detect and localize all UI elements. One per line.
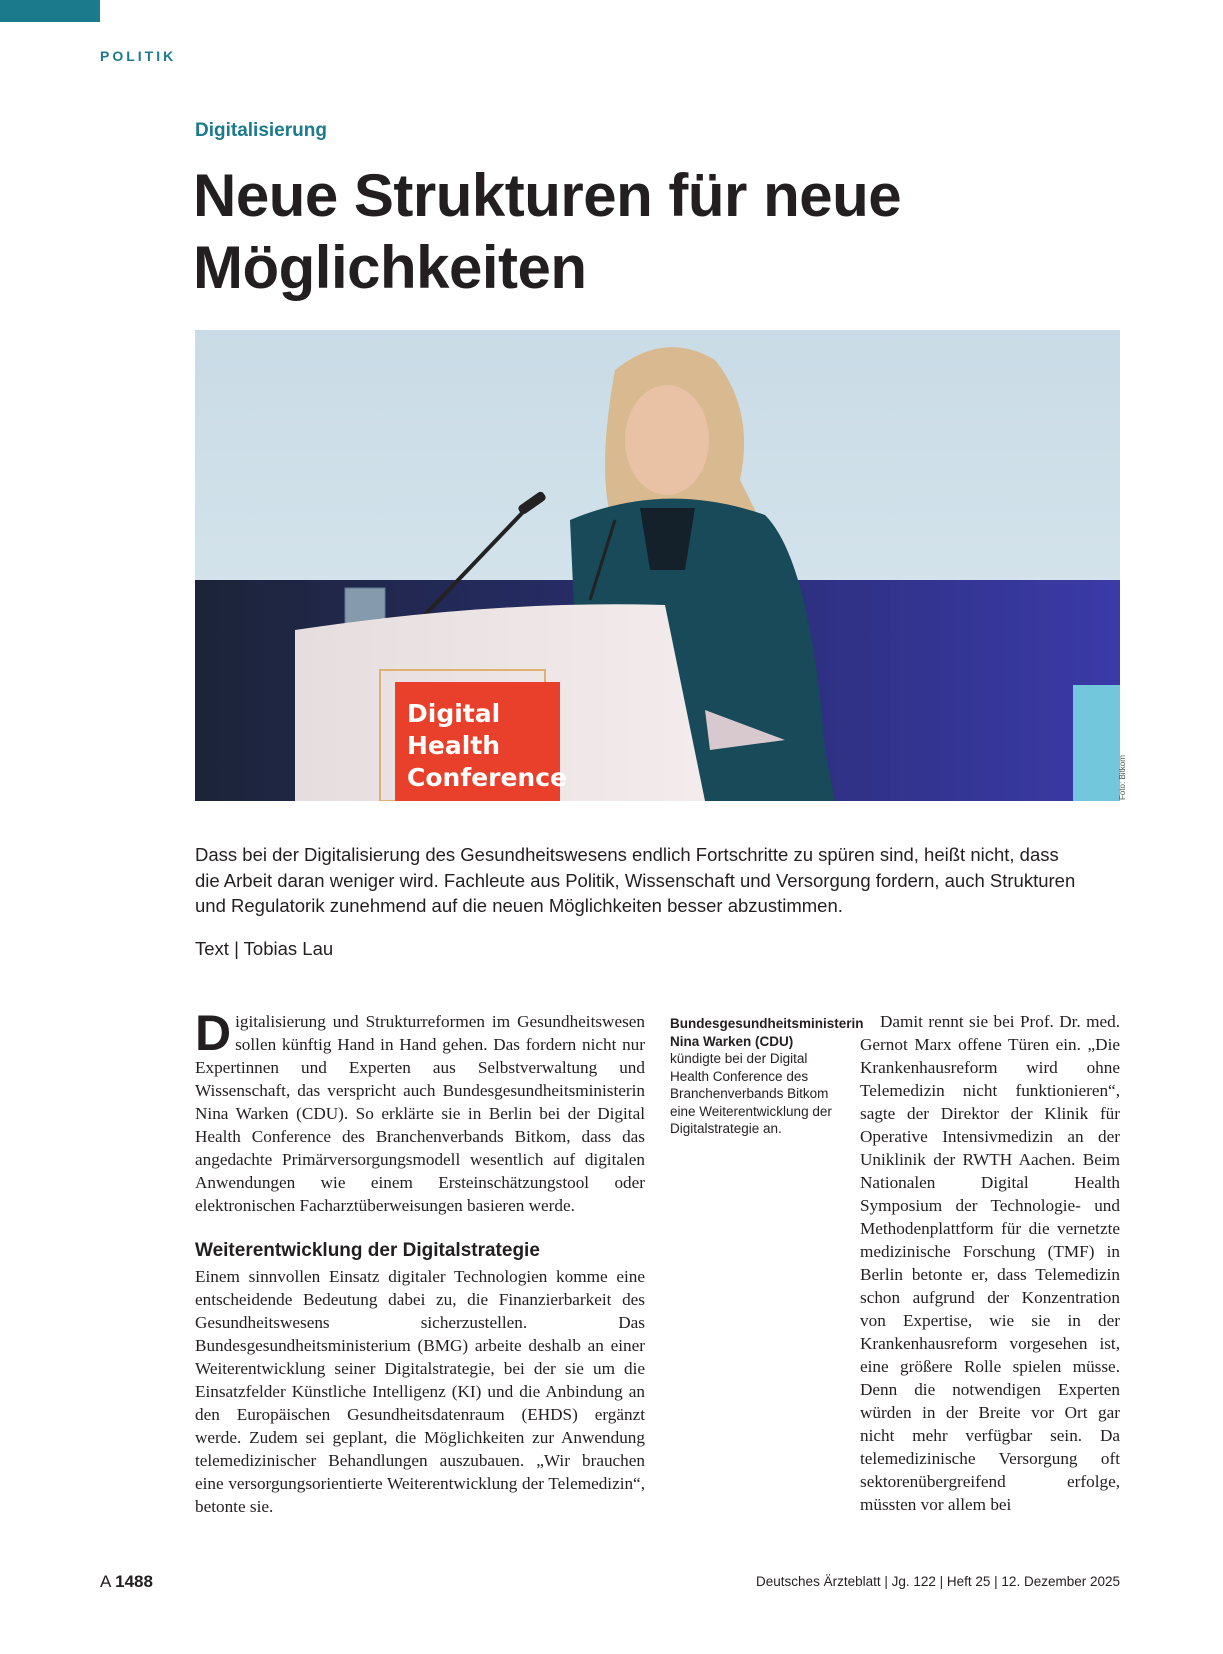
svg-text:Health: Health <box>407 731 501 760</box>
page-number <box>100 1572 153 1592</box>
article-photo <box>195 330 1120 801</box>
drop-cap: D <box>195 1005 232 1061</box>
body-paragraph-3: Damit rennt sie bei Prof. Dr. med. Gernot Marx offene Türen ein. „Die Krankenhausreform wird ohne Telemedizin nicht funktionieren“, sagte der Direktor der Klinik für Operative Intensivmedizin an der Uniklinik der RWTH Aachen. Beim Nationalen Digital Health Symposium der Technologie- und Methodenplattform für die vernetzte medizinische Forschung (TMF) in Berlin betonte er, dass Telemedizin schon aufgrund der Konzentration von Expertise, wie sie in der Krankenhausreform vorgesehen ist, eine größere Rolle spielen müsse. Denn die notwendigen Experten würden in der Breite vor Ort gar nicht mehr verfügbar sein. Da telemedizinische Versorgung oft sektorenübergreifend erfolge, müssten vor allem bei <box>860 1012 1120 1514</box>
section-color-tab <box>0 0 100 22</box>
paragraph-1-text: igitalisierung und Strukturreformen im Gesundheitswesen sollen künftig Hand in Hand gehen. Das fordern nicht nur Expertinnen und Experten aus Selbstverwaltung und Wissenschaft, das verspricht auch Bundesgesundheitsministerin Nina Warken (CDU). So erklärte sie in Berlin bei der Digital Health Conference des Branchenverbands Bitkom, dass das angedachte Primärversorgungsmodell wesentlich auf digitalen Anwendungen wie einem Ersteinschätzungstool oder elektronischen Facharztüberweisungen basieren werde. <box>195 1012 645 1215</box>
page-prefix: A <box>100 1572 111 1591</box>
body-paragraph-2: Einem sinnvollen Einsatz digitaler Technologien komme eine entscheidende Bedeutung dabei zu, die Finanzierbarkeit des Gesundheitswesens sicherzustellen. Das Bundesgesundheitsministerium (BMG) arbeite deshalb an einer Weiterentwicklung seiner Digitalstrategie, bei der sie um die Einsatzfelder Künstliche Intelligenz (KI) und die Anbindung an den Europäischen Gesundheitsdatenraum (EHDS) ergänzt werde. Zudem sei geplant, die Möglichkeiten zur Anwendung telemedizinischer Behandlungen auszubauen. „Wir brauchen eine versorgungsorientierte Weiterentwicklung der Telemedizin“, betonte sie. <box>195 1267 645 1516</box>
caption-lead: Bundesgesundheitsministerin Nina Warken (CDU) <box>670 1016 864 1049</box>
article-byline: Text | Tobias Lau <box>195 938 334 959</box>
article-headline: Neue Strukturen für neue Möglichkeiten <box>193 162 902 301</box>
page-number-value: 1488 <box>115 1572 153 1591</box>
section-label: POLITIK <box>100 48 177 64</box>
photo-caption <box>670 1015 864 1138</box>
journal-info: Deutsches Ärzteblatt | Jg. 122 | Heft 25 | 12. Dezember 2025 <box>756 1574 1120 1589</box>
subheading: Weiterentwicklung der Digitalstrategie <box>195 1240 540 1261</box>
article-lead: Dass bei der Digitalisierung des Gesundheitswesens endlich Fortschritte zu spüren sind, heißt nicht, dass die Arbeit daran weniger wird. Fachleute aus Politik, Wissenschaft und Versorgung fordern, auch Strukturen und Regulatorik zunehmend auf die neuen Möglichkeiten besser abzustimmen. <box>195 844 1076 916</box>
article-kicker: Digitalisierung <box>195 120 327 141</box>
caption-text: kündigte bei der Digital Health Conference des Branchenverbands Bitkom eine Weiterentwicklung der Digitalstrategie an. <box>670 1051 832 1136</box>
body-paragraph-1 <box>195 1005 645 1217</box>
photo-credit: Foto: Bitkom <box>1118 755 1127 800</box>
body-column-1 <box>195 1005 645 1518</box>
svg-text:Conference: Conference <box>407 763 568 792</box>
body-column-3 <box>860 1010 1120 1516</box>
podium-sign-text: Digital <box>407 699 501 728</box>
